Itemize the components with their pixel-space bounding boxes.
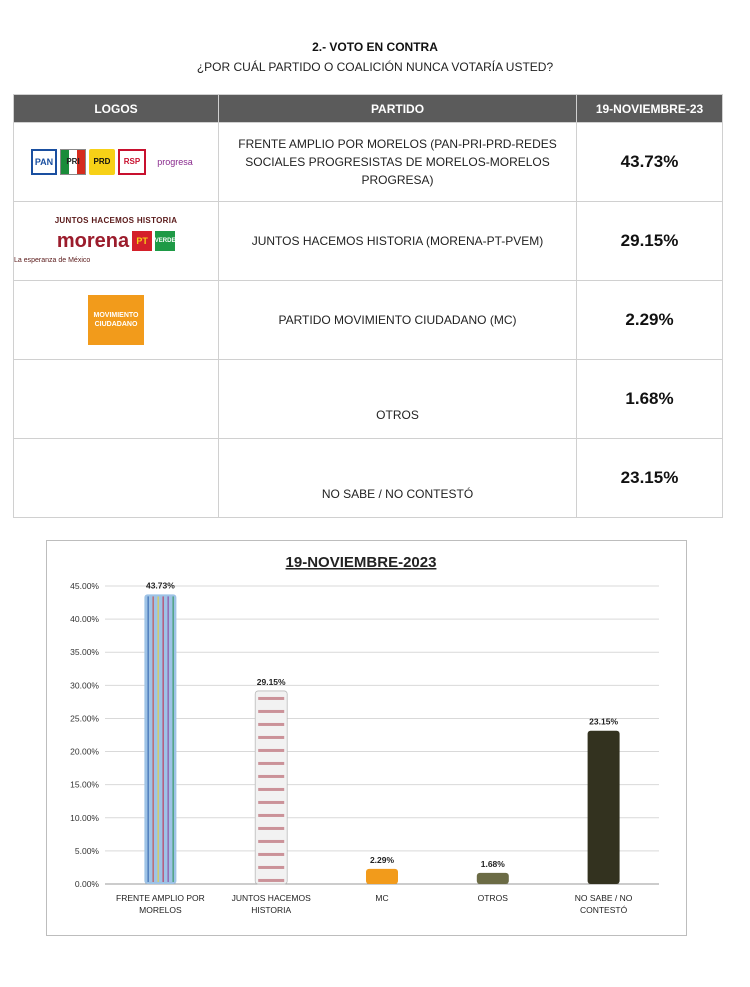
chart-title: 19-NOVIEMBRE-2023 xyxy=(285,554,437,571)
bar-pattern-stripe xyxy=(258,723,284,726)
bar xyxy=(588,731,620,884)
data-label: 1.68% xyxy=(480,858,505,869)
bar-pattern-stripe xyxy=(258,736,284,739)
bar-pattern-stripe xyxy=(157,596,159,882)
bar-pattern-stripe xyxy=(258,762,284,765)
rsp-logo-icon: RSP xyxy=(118,149,146,175)
bar-pattern-stripe xyxy=(258,697,284,700)
y-tick-label: 35.00% xyxy=(70,647,99,658)
y-tick-label: 30.00% xyxy=(70,680,99,691)
bar-pattern-stripe xyxy=(167,596,169,882)
bar-pattern-stripe xyxy=(258,749,284,752)
morena-tagline: La esperanza de México xyxy=(14,257,91,264)
x-tick-label: MORELOS xyxy=(139,905,182,915)
logos-cell xyxy=(14,360,219,439)
bar-pattern-stripe xyxy=(258,853,284,856)
morena-logo-line xyxy=(57,230,175,252)
percentage-value: 29.15% xyxy=(577,202,723,281)
bar xyxy=(366,869,398,884)
frente-logos xyxy=(14,149,218,175)
percentage-value: 43.73% xyxy=(577,123,723,202)
data-label: 29.15% xyxy=(256,676,286,687)
mc-logo-icon xyxy=(88,295,144,345)
y-tick-label: 15.00% xyxy=(70,779,99,790)
pri-logo-icon: PRI xyxy=(60,149,86,175)
y-tick-label: 25.00% xyxy=(70,713,99,724)
bar-pattern-stripe xyxy=(258,775,284,778)
logos-cell xyxy=(14,123,219,202)
column-header-partido: PARTIDO xyxy=(219,95,577,123)
chart-canvas xyxy=(47,541,688,937)
y-tick-label: 40.00% xyxy=(70,614,99,625)
bar xyxy=(144,594,176,884)
data-label: 23.15% xyxy=(589,716,619,727)
bar-chart xyxy=(46,540,687,936)
bar-pattern-stripe xyxy=(258,801,284,804)
prd-logo-icon: PRD xyxy=(89,149,115,175)
percentage-value: 23.15% xyxy=(577,439,723,518)
y-tick-label: 0.00% xyxy=(74,879,99,889)
column-header-date: 19-NOVIEMBRE-23 xyxy=(577,95,723,123)
x-tick-label: OTROS xyxy=(477,893,508,903)
pan-logo-icon: PAN xyxy=(31,149,57,175)
column-header-logos: LOGOS xyxy=(14,95,219,123)
results-table xyxy=(13,94,723,518)
bar-pattern-stripe xyxy=(147,596,149,882)
party-name: FRENTE AMPLIO POR MORELOS (PAN-PRI-PRD-REDES SOCIALES PROGRESISTAS DE MORELOS-MORELOS PROGRESA) xyxy=(219,123,577,202)
bar-pattern-stripe xyxy=(172,596,174,882)
verde-logo-icon: VERDE xyxy=(155,231,175,251)
table-row xyxy=(14,439,723,518)
logos-cell xyxy=(14,202,219,281)
table-row xyxy=(14,281,723,360)
mc-logos xyxy=(14,295,218,345)
percentage-value: 2.29% xyxy=(577,281,723,360)
y-tick-label: 45.00% xyxy=(70,581,99,591)
bar-pattern-stripe xyxy=(152,596,154,882)
y-tick-label: 5.00% xyxy=(74,845,99,856)
bar-pattern-stripe xyxy=(258,788,284,791)
jhh-logo-text: JUNTOS HACEMOS HISTORIA xyxy=(54,216,178,225)
bar-pattern-stripe xyxy=(258,814,284,817)
bar-pattern-stripe xyxy=(162,596,164,882)
data-label: 2.29% xyxy=(369,854,395,865)
x-tick-label: JUNTOS HACEMOS xyxy=(231,893,311,903)
morena-logo-icon: morena xyxy=(56,230,130,252)
bar xyxy=(477,873,509,884)
logos-cell xyxy=(14,281,219,360)
x-tick-label: MC xyxy=(375,893,389,903)
party-name: JUNTOS HACEMOS HISTORIA (MORENA-PT-PVEM) xyxy=(219,202,577,281)
x-tick-label: NO SABE / NO xyxy=(574,893,633,903)
mc-logo-text-top: MOVIMIENTO xyxy=(93,312,139,319)
percentage-value: 1.68% xyxy=(577,360,723,439)
bar-pattern-stripe xyxy=(258,866,284,869)
table-row xyxy=(14,202,723,281)
bar-pattern-stripe xyxy=(258,840,284,843)
bar-pattern-stripe xyxy=(258,710,284,713)
bar-pattern-stripe xyxy=(258,827,284,830)
table-row xyxy=(14,360,723,439)
y-tick-label: 20.00% xyxy=(70,746,99,757)
logos-cell xyxy=(14,439,219,518)
y-tick-label: 10.00% xyxy=(70,812,99,823)
party-name: OTROS xyxy=(219,360,577,439)
x-tick-label: FRENTE AMPLIO POR xyxy=(116,893,205,903)
table-header-row xyxy=(14,95,723,123)
party-name: NO SABE / NO CONTESTÓ xyxy=(219,439,577,518)
table-row xyxy=(14,123,723,202)
party-name: PARTIDO MOVIMIENTO CIUDADANO (MC) xyxy=(219,281,577,360)
page-title: 2.- VOTO EN CONTRA xyxy=(312,40,438,54)
mc-logo-text-bottom: CIUDADANO xyxy=(94,321,138,328)
data-label: 43.73% xyxy=(145,580,175,591)
progresa-logo-icon: progresa xyxy=(157,157,193,167)
x-tick-label: CONTESTÓ xyxy=(579,905,628,915)
page-subtitle: ¿POR CUÁL PARTIDO O COALICIÓN NUNCA VOTARÍA USTED? xyxy=(196,60,554,74)
x-tick-label: HISTORIA xyxy=(251,905,292,915)
bar-pattern-stripe xyxy=(258,879,284,882)
pt-logo-icon: PT xyxy=(132,231,152,251)
juntos-logos xyxy=(14,212,218,270)
